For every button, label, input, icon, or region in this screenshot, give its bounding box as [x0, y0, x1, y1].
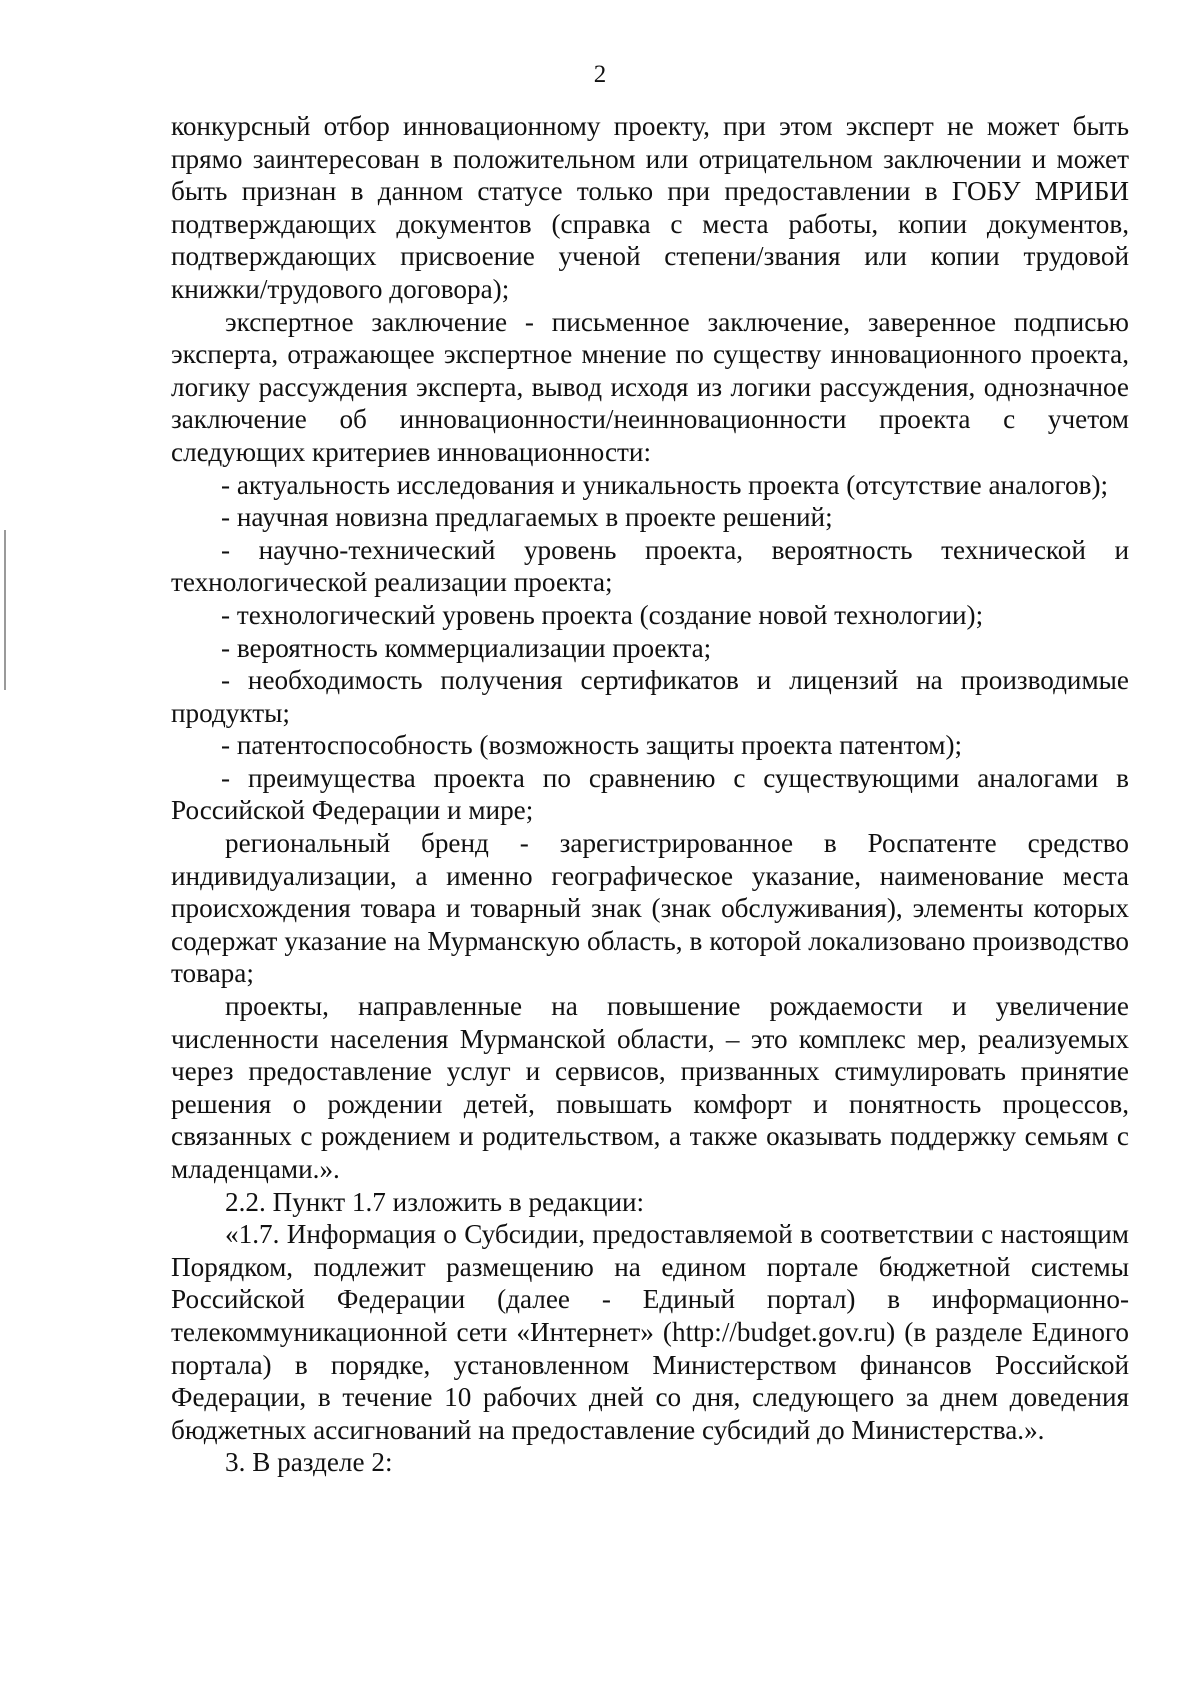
criterion-commercialization: - вероятность коммерциализации проекта; — [221, 632, 712, 663]
paragraph-expert-conclusion: экспертное заключение - письменное заключение, заверенное подписью эксперта, отражающее экспертное мнение по существу инновационного проекта, логику рассуждения эксперта, вывод исходя из логики рассуждения, однозначное заключение об инновационности/неинновационности проекта с учетом следующих критериев инновационности: — [171, 306, 1129, 467]
criterion-technical-level: - научно-технический уровень проекта, вероятность технической и технологической реализации проекта; — [171, 534, 1129, 598]
paragraph-regional-brand: региональный бренд - зарегистрированное в Роспатенте средство индивидуализации, а именно географическое указание, наименование места происхождения товара и товарный знак (знак обслуживания), элементы которых содержат указание на Мурманскую область, в которой локализовано производство товара; — [171, 828, 1129, 989]
page-number: 2 — [593, 61, 607, 88]
paragraph-birth-rate-projects: проекты, направленные на повышение рождаемости и увеличение численности населения Мурманской области, – это комплекс мер, реализуемых через предоставление услуг и сервисов, призванных стимулировать принятие решения о рождении детей, повышать комфорт и понятность процессов, связанных с рождением и родительством, а также оказывать поддержку семьям с младенцами.». — [171, 991, 1129, 1184]
paragraph-clause-1-7: «1.7. Информация о Субсидии, предоставляемой в соответствии с настоящим Порядком, подлежит размещению на едином портале бюджетной системы Российской Федерации (далее - Единый портал) в информационно-телекоммуникационной сети «Интернет» (http://budget.gov.ru) (в разделе Единого портала) в порядке, установленном Министерством финансов Российской Федерации, в течение 10 рабочих дней со дня, следующего за днем доведения бюджетных ассигнований на предоставление субсидий до Министерства.». — [171, 1219, 1129, 1445]
criterion-patentability: - патентоспособность (возможность защиты проекта патентом); — [221, 730, 963, 761]
paragraph-clause-2-2: 2.2. Пункт 1.7 изложить в редакции: — [225, 1186, 645, 1217]
margin-scan-line — [4, 530, 6, 690]
document-body — [171, 110, 1129, 1479]
paragraph-expert-definition-continued: конкурсный отбор инновационному проекту, при этом эксперт не может быть прямо заинтересован в положительном или отрицательном заключении и может быть признан в данном статусе только при предоставлении в ГОБУ МРИБИ подтверждающих документов (справка с места работы, копии документов, подтверждающих присвоение ученой степени/звания или копии трудовой книжки/трудового договора); — [171, 111, 1129, 304]
paragraph-section-3: 3. В разделе 2: — [225, 1447, 393, 1478]
criterion-relevance: - актуальность исследования и уникальность проекта (отсутствие аналогов); — [221, 469, 1109, 500]
criterion-novelty: - научная новизна предлагаемых в проекте решений; — [221, 502, 833, 533]
criterion-advantages: - преимущества проекта по сравнению с существующими аналогами в Российской Федерации и мире; — [171, 762, 1129, 826]
criterion-technology-level: - технологический уровень проекта (создание новой технологии); — [221, 599, 984, 630]
criterion-certificates: - необходимость получения сертификатов и лицензий на производимые продукты; — [171, 665, 1129, 728]
